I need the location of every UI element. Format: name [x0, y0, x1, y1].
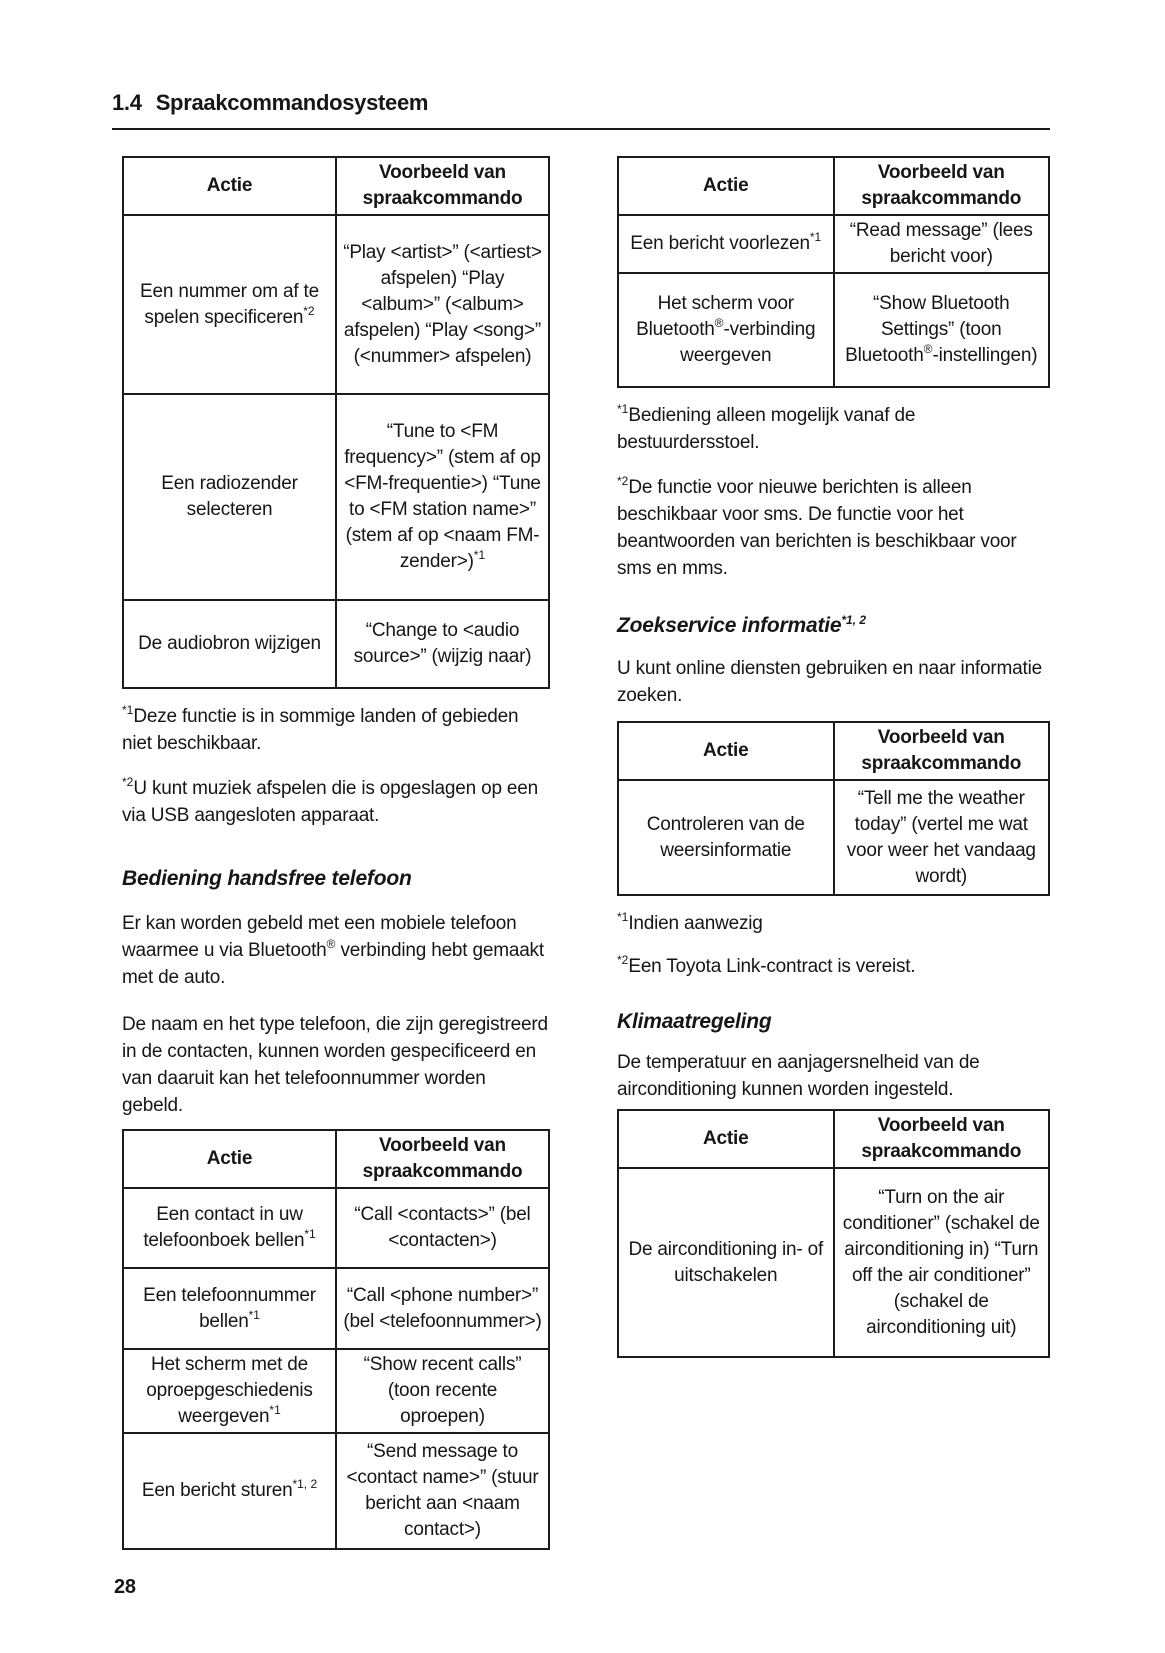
action-cell: Een bericht sturen$^{*1, 2}$: [123, 1433, 336, 1549]
footnote: $^{*2}$U kunt muziek afspelen die is opgeslagen op een via USB aangesloten apparaat.: [122, 775, 538, 826]
page-number: 28: [114, 1576, 136, 1598]
handsfree-heading: Bediening handsfree telefoon: [122, 867, 412, 890]
column-header-action: Actie: [123, 157, 336, 215]
table-row: [123, 394, 549, 600]
command-cell: “Play <artist>” (<artiest> afspelen) “Play <album>” (<album> afspelen) “Play <song>” (<nummer> afspelen): [336, 215, 549, 394]
table-row: [618, 215, 1049, 273]
footnote: $^{*1}$Deze functie is in sommige landen of gebieden niet beschikbaar.: [122, 703, 519, 754]
action-cell: Een bericht voorlezen$^{*1}$: [618, 215, 834, 273]
section-number: 1.4: [112, 90, 142, 115]
table-row: [123, 1268, 549, 1349]
table-row: [618, 273, 1049, 387]
action-cell: Het scherm met de oproepgeschiedenis weergeven$^{*1}$: [123, 1349, 336, 1433]
table-row: [123, 1349, 549, 1433]
column-header-example: Voorbeeld van spraakcommando: [834, 722, 1050, 780]
column-header-action: Actie: [123, 1130, 336, 1188]
phone-commands-table: [122, 1129, 550, 1550]
command-cell: “Send message to <contact name>” (stuur bericht aan <naam contact>): [336, 1433, 549, 1549]
column-header-action: Actie: [618, 157, 834, 215]
action-cell: Een radiozender selecteren: [123, 394, 336, 600]
command-cell: “Tune to <FM frequency>” (stem af op <FM-frequentie>) “Tune to <FM station name>” (stem af op <naam FM-zender>)$^{*1}$: [336, 394, 549, 600]
footnote: $^{*1}$Bediening alleen mogelijk vanaf de bestuurdersstoel.: [617, 402, 916, 453]
page-title: [112, 90, 428, 116]
paragraph: Er kan worden gebeld met een mobiele telefoon waarmee u via Bluetooth® verbinding hebt gemaakt met de auto.: [122, 913, 544, 988]
column-header-example: Voorbeeld van spraakcommando: [834, 1110, 1050, 1168]
message-commands-table: [617, 156, 1050, 388]
command-cell: “Read message” (lees bericht voor): [834, 215, 1050, 273]
paragraph: De temperatuur en aanjagersnelheid van de airconditioning kunnen worden ingesteld.: [617, 1052, 980, 1100]
climate-commands-table: [617, 1109, 1050, 1358]
table-row: [123, 600, 549, 688]
table-row: [123, 1433, 549, 1549]
weather-commands-table: [617, 721, 1050, 896]
action-cell: Het scherm voor Bluetooth®-verbinding weergeven: [618, 273, 834, 387]
table-row: [618, 1168, 1049, 1357]
audio-commands-table: [122, 156, 550, 689]
header-row: [618, 722, 1049, 780]
command-cell: “Show Bluetooth Settings” (toon Bluetooth®-instellingen): [834, 273, 1050, 387]
action-cell: Controleren van de weersinformatie: [618, 780, 834, 895]
search-service-heading: Zoekservice informatie$^{*1, 2}$: [617, 613, 867, 637]
action-cell: Een telefoonnummer bellen$^{*1}$: [123, 1268, 336, 1349]
command-cell: “Show recent calls” (toon recente oproepen): [336, 1349, 549, 1433]
table-row: [618, 780, 1049, 895]
header-row: [618, 1110, 1049, 1168]
right-column: [617, 156, 1050, 1358]
column-header-example: Voorbeeld van spraakcommando: [336, 1130, 549, 1188]
header-row: [618, 157, 1049, 215]
command-cell: “Tell me the weather today” (vertel me wat voor weer het vandaag wordt): [834, 780, 1050, 895]
action-cell: De audiobron wijzigen: [123, 600, 336, 688]
command-cell: “Call <phone number>” (bel <telefoonnummer>): [336, 1268, 549, 1349]
column-header-example: Voorbeeld van spraakcommando: [834, 157, 1050, 215]
command-cell: “Call <contacts>” (bel <contacten>): [336, 1188, 549, 1268]
header-row: [123, 1130, 549, 1188]
command-cell: “Turn on the air conditioner” (schakel de airconditioning in) “Turn off the air conditioner” (schakel de airconditioning uit): [834, 1168, 1050, 1357]
action-cell: De airconditioning in- of uitschakelen: [618, 1168, 834, 1357]
left-column: [122, 156, 550, 1550]
header-row: [123, 157, 549, 215]
table-row: [123, 215, 549, 394]
footnote: $^{*2}$De functie voor nieuwe berichten is alleen beschikbaar voor sms. De functie voor het beantwoorden van berichten is beschikbaar voor sms en mms.: [617, 474, 1017, 579]
paragraph: U kunt online diensten gebruiken en naar informatie zoeken.: [617, 658, 1042, 706]
climate-heading: Klimaatregeling: [617, 1010, 772, 1033]
action-cell: Een nummer om af te spelen specificeren$^{*2}$: [123, 215, 336, 394]
section-title: Spraakcommandosysteem: [155, 90, 429, 115]
footnote: $^{*1}$Indien aanwezig: [617, 910, 763, 934]
column-header-action: Actie: [618, 722, 834, 780]
command-cell: “Change to <audio source>” (wijzig naar): [336, 600, 549, 688]
header-rule: [112, 128, 1050, 130]
action-cell: Een contact in uw telefoonboek bellen$^{*1}$: [123, 1188, 336, 1268]
column-header-example: Voorbeeld van spraakcommando: [336, 157, 549, 215]
paragraph: De naam en het type telefoon, die zijn geregistreerd in de contacten, kunnen worden gespecificeerd en van daaruit kan het telefoonnummer worden gebeld.: [122, 1014, 548, 1116]
column-header-action: Actie: [618, 1110, 834, 1168]
footnote: $^{*2}$Een Toyota Link-contract is vereist.: [617, 953, 916, 977]
table-row: [123, 1188, 549, 1268]
